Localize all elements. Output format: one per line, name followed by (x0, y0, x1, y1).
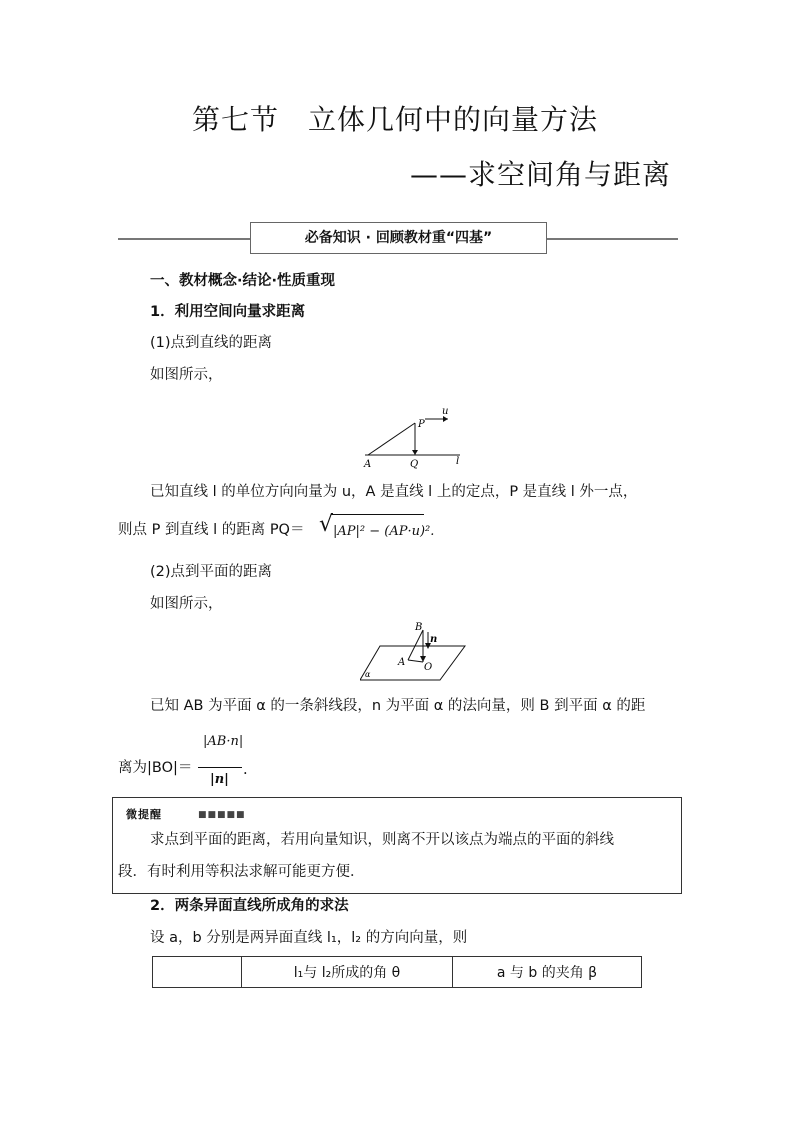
tip-text: 求点到平面的距离，若用向量知识，则离不开以该点为端点的平面的斜线 (150, 832, 614, 848)
label-a: A (398, 657, 406, 668)
fraction-bar (198, 767, 242, 768)
label-u: u (442, 406, 449, 417)
paragraph: 如图所示， (150, 367, 223, 383)
paragraph: 已知直线 l 的单位方向向量为 u，A 是直线 l 上的定点，P 是直线 l 外一点， (150, 484, 638, 500)
label-a: A (364, 459, 372, 470)
item-title: (1)点到直线的距离 (150, 335, 273, 351)
fraction-denominator: |n| (210, 772, 229, 787)
formula: |AP|² − (AP·u)². (333, 524, 435, 539)
item-title: (2)点到平面的距离 (150, 564, 273, 580)
label-p: P (418, 419, 425, 430)
paragraph: 设 a，b 分别是两异面直线 l₁，l₂ 的方向向量，则 (150, 930, 468, 946)
label-l: l (456, 456, 460, 467)
paragraph: 已知 AB 为平面 α 的一条斜线段，n 为平面 α 的法向量，则 B 到平面 α 的距 (150, 698, 646, 714)
label-b: B (415, 622, 423, 633)
tip-dots: ■■■■■ (198, 810, 246, 820)
section-heading: 一、教材概念·结论·性质重现 (150, 273, 336, 289)
table-header-theta: l₁与 l₂所成的角 θ (242, 957, 453, 988)
tip-title: 微提醒 (126, 808, 162, 821)
section-banner: 必备知识 · 回顾教材重“四基” (250, 222, 547, 254)
point-line-figure (360, 405, 470, 470)
paragraph: 则点 P 到直线 l 的距离 PQ＝ (118, 522, 305, 538)
table-row (153, 957, 642, 988)
label-n: n (430, 634, 438, 645)
fraction-numerator: |AB·n| (203, 734, 244, 749)
table-cell (153, 957, 242, 988)
table-header-beta: a 与 b 的夹角 β (453, 957, 642, 988)
page-subtitle: ——求空间角与距离 (410, 158, 672, 191)
sqrt-bar (331, 514, 424, 515)
label-q: Q (410, 459, 419, 470)
segment-ab (408, 630, 423, 660)
segment-ao (408, 660, 423, 662)
paragraph: 离为|BO|＝ (118, 760, 193, 776)
tip-text: 段．有时利用等积法求解可能更方便． (118, 864, 365, 880)
segment-ap (368, 423, 415, 455)
subsection-title: 1．利用空间向量求距离 (150, 304, 306, 320)
paragraph: 如图所示， (150, 596, 223, 612)
point-plane-figure (360, 618, 470, 686)
page-title: 第七节 立体几何中的向量方法 (192, 103, 599, 136)
label-alpha: α (365, 670, 371, 679)
label-o: O (424, 662, 433, 673)
fraction-end: . (243, 762, 248, 778)
sqrt-sign: √ (319, 512, 334, 537)
subsection-title: 2．两条异面直线所成角的求法 (150, 898, 349, 914)
comparison-table (152, 956, 642, 988)
